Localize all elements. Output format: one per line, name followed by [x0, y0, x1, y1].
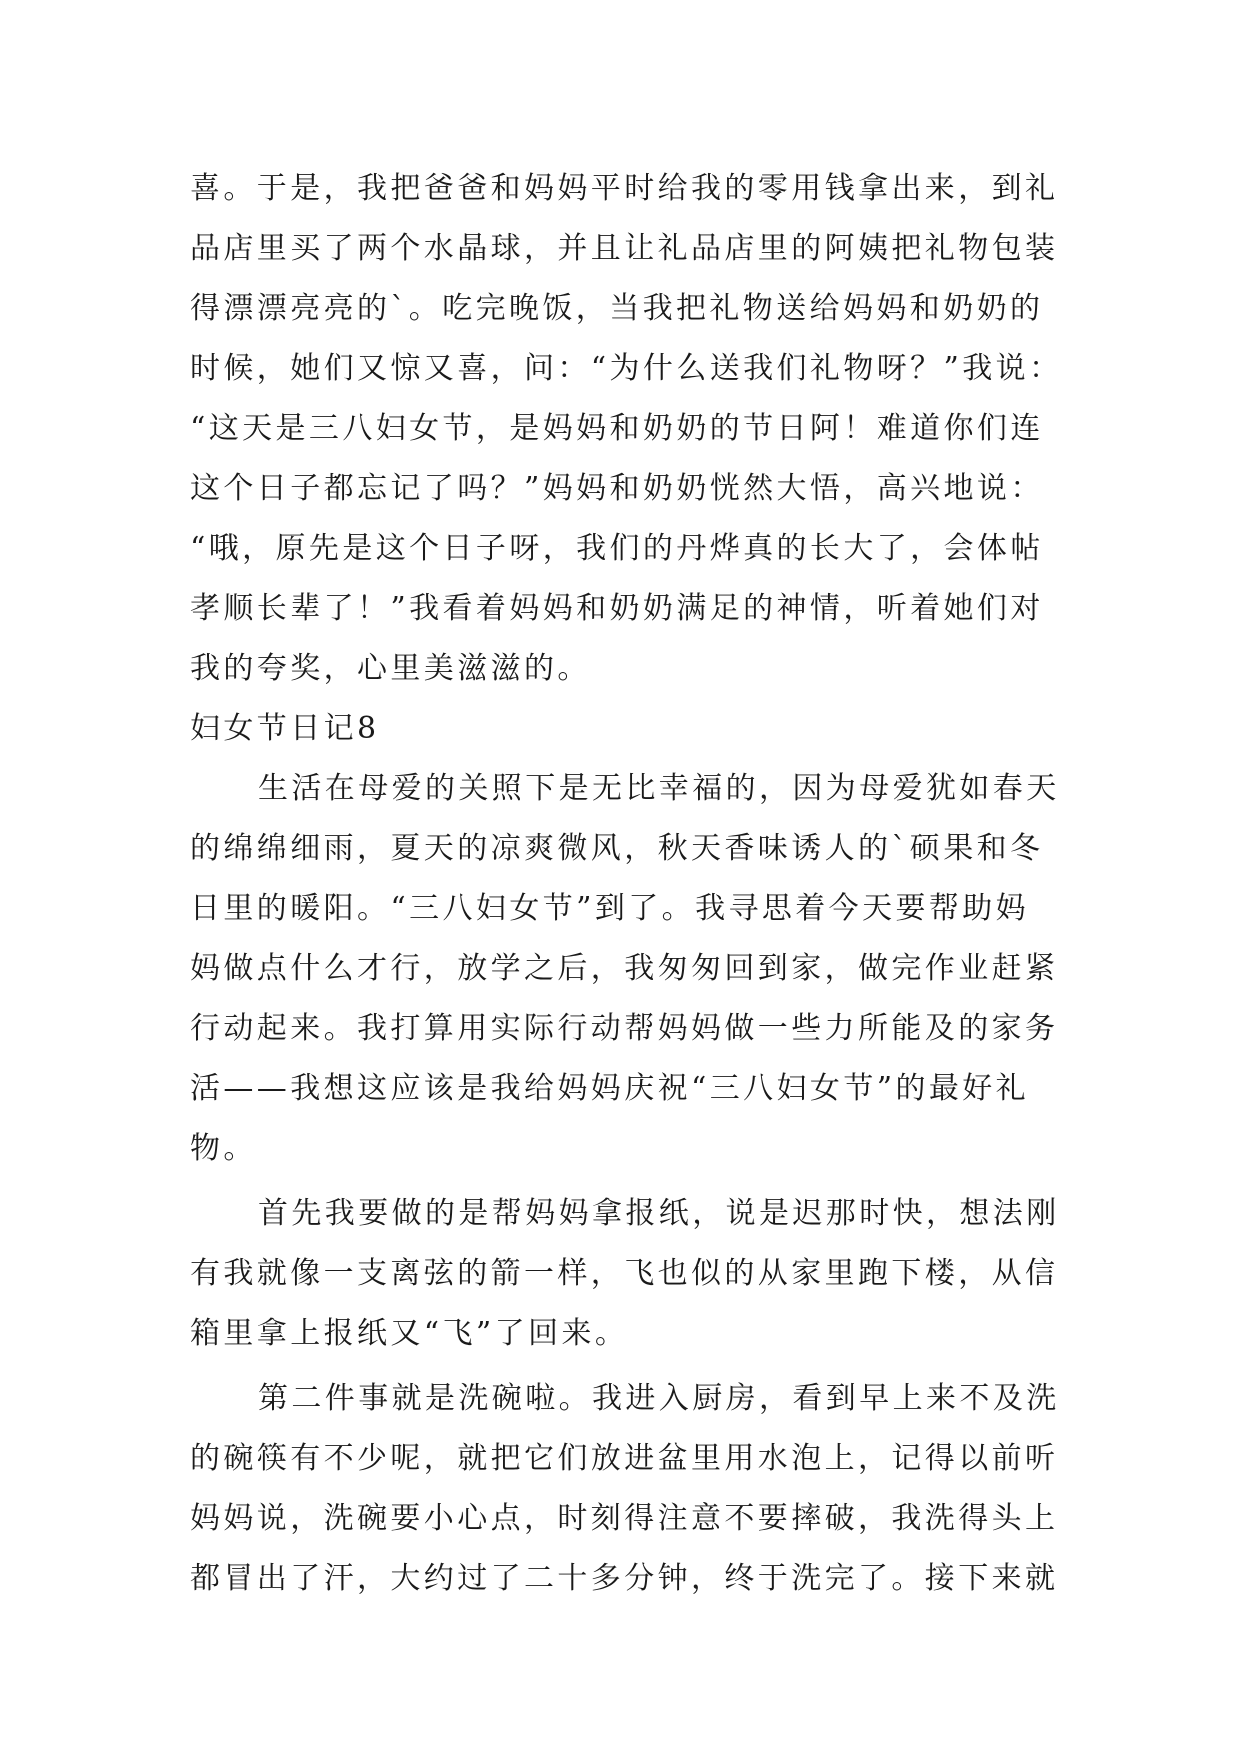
text-line: 行动起来。我打算用实际行动帮妈妈做一些力所能及的家务 — [190, 1011, 1059, 1046]
text-line: 妈做点什么才行，放学之后，我匆匆回到家，做完作业赶紧 — [190, 951, 1059, 986]
text-line: 妈妈说，洗碗要小心点，时刻得注意不要摔破，我洗得头上 — [190, 1501, 1059, 1536]
paragraph-start-line: 首先我要做的是帮妈妈拿报纸，说是迟那时快，想法刚 — [258, 1196, 1060, 1231]
text-line: 时候，她们又惊又喜，问：“为什么送我们礼物呀？”我说： — [190, 351, 1063, 386]
text-line: 这个日子都忘记了吗？”妈妈和奶奶恍然大悟，高兴地说： — [190, 471, 1044, 506]
text-line: 得漂漂亮亮的`。吃完晚饭，当我把礼物送给妈妈和奶奶的 — [190, 291, 1044, 326]
text-line: 喜。于是，我把爸爸和妈妈平时给我的零用钱拿出来，到礼 — [190, 171, 1059, 206]
paragraph-start-line: 生活在母爱的关照下是无比幸福的，因为母爱犹如春天 — [258, 771, 1060, 806]
text-line: “哦，原先是这个日子呀，我们的丹烨真的长大了，会体帖 — [190, 531, 1044, 566]
text-line: 物。 — [190, 1131, 257, 1166]
text-line: 都冒出了汗，大约过了二十多分钟，终于洗完了。接下来就 — [190, 1561, 1059, 1596]
text-line: 的绵绵细雨，夏天的凉爽微风，秋天香味诱人的`硕果和冬 — [190, 831, 1044, 866]
text-line: 活——我想这应该是我给妈妈庆祝“三八妇女节”的最好礼 — [190, 1071, 1030, 1106]
text-line: 日里的暖阳。“三八妇女节”到了。我寻思着今天要帮助妈 — [190, 891, 1030, 926]
text-line: “这天是三八妇女节，是妈妈和奶奶的节日阿！难道你们连 — [190, 411, 1044, 446]
section-heading: 妇女节日记8 — [190, 711, 380, 746]
text-line: 孝顺长辈了！”我看着妈妈和奶奶满足的神情，听着她们对 — [190, 591, 1044, 626]
text-line: 的碗筷有不少呢，就把它们放进盆里用水泡上，记得以前听 — [190, 1441, 1059, 1476]
text-line: 我的夸奖，心里美滋滋的。 — [190, 651, 591, 686]
text-line: 箱里拿上报纸又“飞”了回来。 — [190, 1316, 629, 1351]
paragraph-start-line: 第二件事就是洗碗啦。我进入厨房，看到早上来不及洗 — [258, 1381, 1060, 1416]
text-line: 品店里买了两个水晶球，并且让礼品店里的阿姨把礼物包装 — [190, 231, 1059, 266]
text-line: 有我就像一支离弦的箭一样，飞也似的从家里跑下楼，从信 — [190, 1256, 1059, 1291]
